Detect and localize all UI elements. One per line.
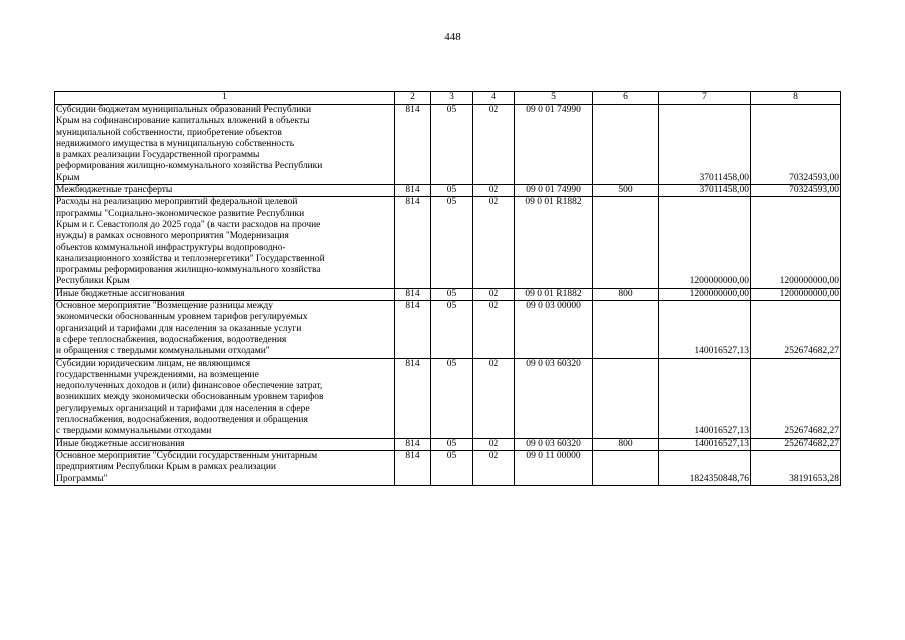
cell-col3: 05 xyxy=(431,358,473,438)
cell-col3: 05 xyxy=(431,185,473,197)
table-header-row xyxy=(55,92,841,105)
cell-col4: 02 xyxy=(473,358,515,438)
table-row xyxy=(55,288,841,300)
row-name: Межбюджетные трансферты xyxy=(55,185,395,197)
cell-col6 xyxy=(593,197,659,288)
cell-col2: 814 xyxy=(395,438,431,450)
row-name: Основное мероприятие "Субсидии государственным унитарным предприятиям Республики Крым в рамках реализации Программы" xyxy=(55,450,395,485)
cell-col8: 252674682,27 xyxy=(751,301,841,358)
cell-col4: 02 xyxy=(473,301,515,358)
cell-col7: 140016527,13 xyxy=(659,358,751,438)
cell-col5: 09 0 01 R1882 xyxy=(515,288,593,300)
cell-col7: 1200000000,00 xyxy=(659,288,751,300)
table-row xyxy=(55,358,841,438)
cell-col7: 37011458,00 xyxy=(659,185,751,197)
cell-col3: 05 xyxy=(431,288,473,300)
cell-col2: 814 xyxy=(395,185,431,197)
column-header: 4 xyxy=(473,92,515,105)
cell-col7: 140016527,13 xyxy=(659,438,751,450)
cell-col8: 252674682,27 xyxy=(751,438,841,450)
cell-col6 xyxy=(593,358,659,438)
cell-col4: 02 xyxy=(473,105,515,185)
column-header: 6 xyxy=(593,92,659,105)
cell-col3: 05 xyxy=(431,450,473,485)
cell-col7: 1824350848,76 xyxy=(659,450,751,485)
column-header: 2 xyxy=(395,92,431,105)
cell-col2: 814 xyxy=(395,450,431,485)
cell-col2: 814 xyxy=(395,301,431,358)
cell-col2: 814 xyxy=(395,288,431,300)
table-row xyxy=(55,301,841,358)
table-row xyxy=(55,105,841,185)
row-name: Иные бюджетные ассигнования xyxy=(55,438,395,450)
cell-col7: 1200000000,00 xyxy=(659,197,751,288)
cell-col4: 02 xyxy=(473,438,515,450)
cell-col5: 09 0 01 74990 xyxy=(515,185,593,197)
cell-col4: 02 xyxy=(473,288,515,300)
cell-col3: 05 xyxy=(431,301,473,358)
cell-col8: 252674682,27 xyxy=(751,358,841,438)
cell-col6: 800 xyxy=(593,438,659,450)
row-name: Иные бюджетные ассигнования xyxy=(55,288,395,300)
cell-col5: 09 0 03 00000 xyxy=(515,301,593,358)
cell-col6 xyxy=(593,105,659,185)
cell-col6 xyxy=(593,301,659,358)
cell-col5: 09 0 01 R1882 xyxy=(515,197,593,288)
cell-col8: 1200000000,00 xyxy=(751,197,841,288)
cell-col2: 814 xyxy=(395,105,431,185)
cell-col5: 09 0 03 60320 xyxy=(515,358,593,438)
row-name: Субсидии юридическим лицам, не являющимся государственными учреждениями, на возмещение недополученных доходов и (или) финансовое обеспечение затрат, возникших между экономически обоснованным уровнем тарифов регулируемых организаций и тарифами для населения в сфере теплоснабжения, водоснабжения, водоотведения и обращения с твердыми коммунальными отходами xyxy=(55,358,395,438)
cell-col8: 38191653,28 xyxy=(751,450,841,485)
table-row xyxy=(55,197,841,288)
cell-col7: 37011458,00 xyxy=(659,105,751,185)
column-header: 8 xyxy=(751,92,841,105)
cell-col3: 05 xyxy=(431,197,473,288)
cell-col7: 140016527,13 xyxy=(659,301,751,358)
cell-col5: 09 0 01 74990 xyxy=(515,105,593,185)
column-header: 3 xyxy=(431,92,473,105)
cell-col3: 05 xyxy=(431,438,473,450)
cell-col8: 70324593,00 xyxy=(751,185,841,197)
cell-col3: 05 xyxy=(431,105,473,185)
budget-table xyxy=(54,91,841,486)
cell-col6: 800 xyxy=(593,288,659,300)
column-header: 5 xyxy=(515,92,593,105)
cell-col6: 500 xyxy=(593,185,659,197)
cell-col4: 02 xyxy=(473,450,515,485)
page-number: 448 xyxy=(444,31,461,43)
table-row xyxy=(55,450,841,485)
column-header: 7 xyxy=(659,92,751,105)
row-name: Субсидии бюджетам муниципальных образований Республики Крым на софинансирование капитальных вложений в объекты муниципальной собственности, приобретение объектов недвижимого имущества в муниципальную собственность в рамках реализации Государственной программы реформирования жилищно-коммунального хозяйства Республики Крым xyxy=(55,105,395,185)
cell-col2: 814 xyxy=(395,197,431,288)
cell-col4: 02 xyxy=(473,185,515,197)
cell-col4: 02 xyxy=(473,197,515,288)
cell-col8: 1200000000,00 xyxy=(751,288,841,300)
cell-col2: 814 xyxy=(395,358,431,438)
column-header: 1 xyxy=(55,92,395,105)
cell-col8: 70324593,00 xyxy=(751,105,841,185)
cell-col5: 09 0 11 00000 xyxy=(515,450,593,485)
row-name: Основное мероприятие "Возмещение разницы между экономически обоснованным уровнем тарифов регулируемых организаций и тарифами для населения за оказанные услуги в сфере теплоснабжения, водоснабжения, водоотведения и обращения с твердыми коммунальными отходами" xyxy=(55,301,395,358)
cell-col5: 09 0 03 60320 xyxy=(515,438,593,450)
cell-col6 xyxy=(593,450,659,485)
table-row xyxy=(55,185,841,197)
table-row xyxy=(55,438,841,450)
row-name: Расходы на реализацию мероприятий федеральной целевой программы "Социально-экономическое развитие Республики Крым и г. Севастополя до 2025 года" (в части расходов на прочие нужды) в рамках основного мероприятия "Модернизация объектов коммунальной инфраструктуры водопроводно- канализационного хозяйства и теплоэнергетики" Государственной программы реформирования жилищно-коммунального хозяйства Республики Крым xyxy=(55,197,395,288)
